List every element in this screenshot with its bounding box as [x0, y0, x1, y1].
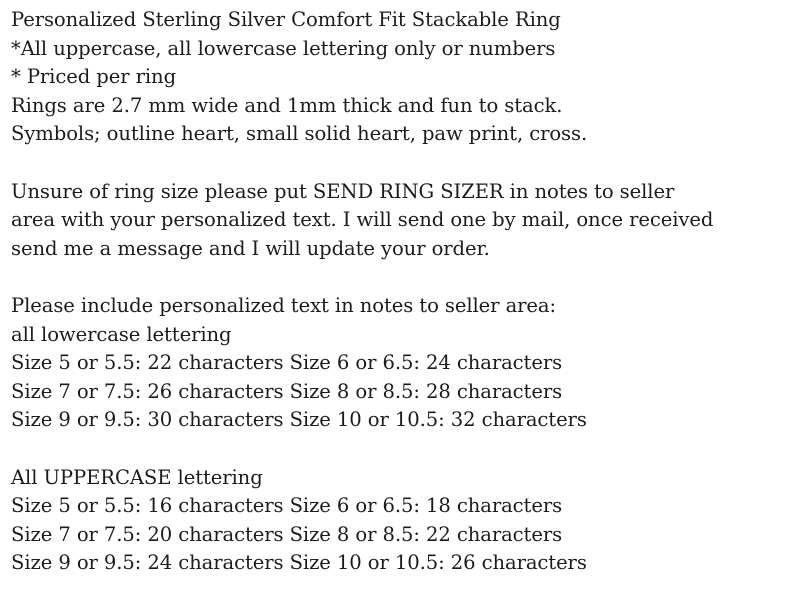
- symbols-note: Symbols; outline heart, small solid heart, paw print, cross.: [11, 122, 588, 146]
- size-row: Size 5 or 5.5: 22 characters Size 6 or 6.5: 24 characters: [11, 351, 563, 375]
- lettering-note: *All uppercase, all lowercase lettering only or numbers: [11, 36, 556, 60]
- product-title: Personalized Sterling Silver Comfort Fit Stackable Ring: [11, 8, 561, 31]
- sizer-line: send me a message and I will update your order.: [11, 236, 490, 260]
- paragraph-gap: [11, 263, 791, 292]
- size-row: Size 7 or 7.5: 20 characters Size 8 or 8.5: 22 characters: [11, 522, 563, 546]
- size-row: Size 5 or 5.5: 16 characters Size 6 or 6.5: 18 characters: [11, 494, 563, 518]
- size-row: Size 7 or 7.5: 26 characters Size 8 or 8.5: 28 characters: [11, 379, 563, 403]
- product-description: [11, 6, 791, 578]
- lowercase-section: [11, 292, 791, 435]
- size-row: Size 9 or 9.5: 24 characters Size 10 or 10.5: 26 characters: [11, 551, 587, 575]
- ring-sizer-section: [11, 178, 791, 264]
- notes-instruction: Please include personalized text in notes to seller area:: [11, 293, 557, 317]
- price-note: * Priced per ring: [11, 65, 177, 89]
- sizer-line: area with your personalized text. I will send one by mail, once received: [11, 208, 714, 232]
- dimensions-note: Rings are 2.7 mm wide and 1mm thick and fun to stack.: [11, 93, 563, 117]
- uppercase-heading: All UPPERCASE lettering: [11, 465, 263, 489]
- paragraph-gap: [11, 149, 791, 178]
- lowercase-heading: all lowercase lettering: [11, 322, 232, 346]
- size-row: Size 9 or 9.5: 30 characters Size 10 or 10.5: 32 characters: [11, 408, 587, 432]
- paragraph-gap: [11, 435, 791, 464]
- uppercase-section: [11, 464, 791, 578]
- intro-section: [11, 6, 791, 149]
- sizer-line: Unsure of ring size please put SEND RING SIZER in notes to seller: [11, 179, 675, 203]
